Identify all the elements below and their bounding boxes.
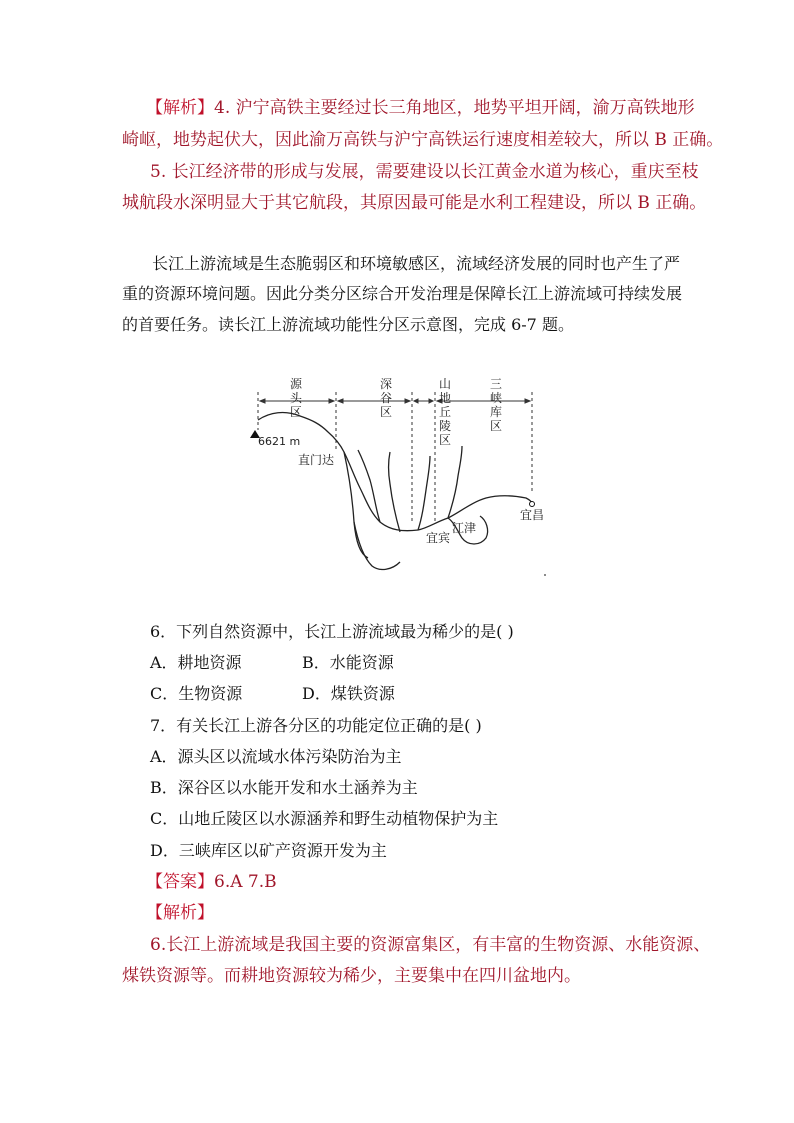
question-6-option-b[interactable]: B．水能资源 [302, 653, 394, 672]
question-7-option-d[interactable]: D．三峡库区以矿产资源开发为主 [150, 841, 387, 860]
zone-label-char: 峡 [490, 391, 503, 405]
place-label-zhimenda: 直门达 [298, 453, 335, 467]
zone-label-char: 区 [380, 405, 393, 419]
analysis-2-line-1: 6.长江上游流域是我国主要的资源富集区，有丰富的生物资源、水能资源、 [150, 935, 711, 955]
analysis-tag: 【解析】 [146, 98, 214, 118]
elevation-label: 6621 m [258, 435, 301, 448]
answer-value: 6.A 7.B [214, 872, 277, 892]
stray-dot-icon [544, 574, 546, 576]
intro-line-1: 长江上游流域是生态脆弱区和环境敏感区，流域经济发展的同时也产生了严 [152, 254, 681, 273]
answer-line [146, 871, 277, 893]
analysis-line-2: 崎岖，地势起伏大，因此渝万高铁与沪宁高铁运行速度相差较大，所以 B 正确。 [122, 130, 724, 150]
zone-label-gorge [380, 377, 392, 419]
zone-label-char: 区 [290, 405, 303, 419]
question-7-option-c[interactable]: C．山地丘陵区以水源涵养和野生动植物保护为主 [150, 809, 499, 828]
zone-label-char: 库 [490, 405, 503, 419]
zone-label-reservoir [490, 377, 502, 433]
answer-tag: 【答案】 [146, 872, 214, 892]
intro-line-3: 的首要任务。读长江上游流域功能性分区示意图，完成 6-7 题。 [122, 315, 574, 334]
question-6-option-d[interactable]: D．煤铁资源 [302, 684, 395, 703]
analysis-text: 4. 沪宁高铁主要经过长三角地区，地势平坦开阔，渝万高铁地形 [214, 98, 695, 118]
zone-label-source [290, 377, 303, 419]
zone-label-char: 地 [439, 391, 452, 405]
zone-label-char: 山 [439, 377, 452, 391]
zone-label-hills [439, 377, 451, 447]
yangtze-upper-basin-map [240, 372, 560, 587]
intro-line-2: 重的资源环境问题。因此分类分区综合开发治理是保障长江上游流域可持续发展 [122, 284, 683, 303]
question-7-option-a[interactable]: A．源头区以流域水体污染防治为主 [150, 747, 402, 766]
question-7-stem: 7．有关长江上游各分区的功能定位正确的是( ) [150, 716, 482, 735]
zone-label-char: 区 [490, 419, 503, 433]
analysis-line-1 [146, 97, 695, 119]
question-6-stem: 6．下列自然资源中，长江上游流域最为稀少的是( ) [150, 622, 514, 641]
question-6-option-a[interactable]: A．耕地资源 [150, 653, 242, 672]
question-7-option-b[interactable]: B．深谷区以水能开发和水土涵养为主 [150, 778, 418, 797]
analysis-2-tag: 【解析】 [146, 903, 214, 923]
analysis-line-3: 5. 长江经济带的形成与发展，需要建设以长江黄金水道为核心，重庆至枝 [150, 162, 699, 182]
analysis-2-line-2: 煤铁资源等。而耕地资源较为稀少，主要集中在四川盆地内。 [122, 966, 581, 986]
zone-label-char: 陵 [439, 419, 452, 433]
zone-label-char: 三 [490, 377, 503, 391]
yichang-marker-icon [530, 502, 535, 507]
zone-label-char: 深 [380, 377, 393, 391]
analysis-line-4: 城航段水深明显大于其它航段，其原因最可能是水利工程建设，所以 B 正确。 [122, 193, 707, 213]
place-label-jiangjin: 江津 [452, 521, 477, 535]
zone-label-char: 区 [439, 433, 452, 447]
zone-label-char: 谷 [380, 391, 393, 405]
place-label-yichang: 宜昌 [520, 508, 545, 522]
zone-label-char: 源 [290, 377, 303, 391]
zone-label-char: 头 [290, 391, 303, 405]
question-6-option-c[interactable]: C．生物资源 [150, 684, 243, 703]
zone-label-char: 丘 [439, 405, 452, 419]
place-label-yibin: 宜宾 [426, 531, 451, 545]
